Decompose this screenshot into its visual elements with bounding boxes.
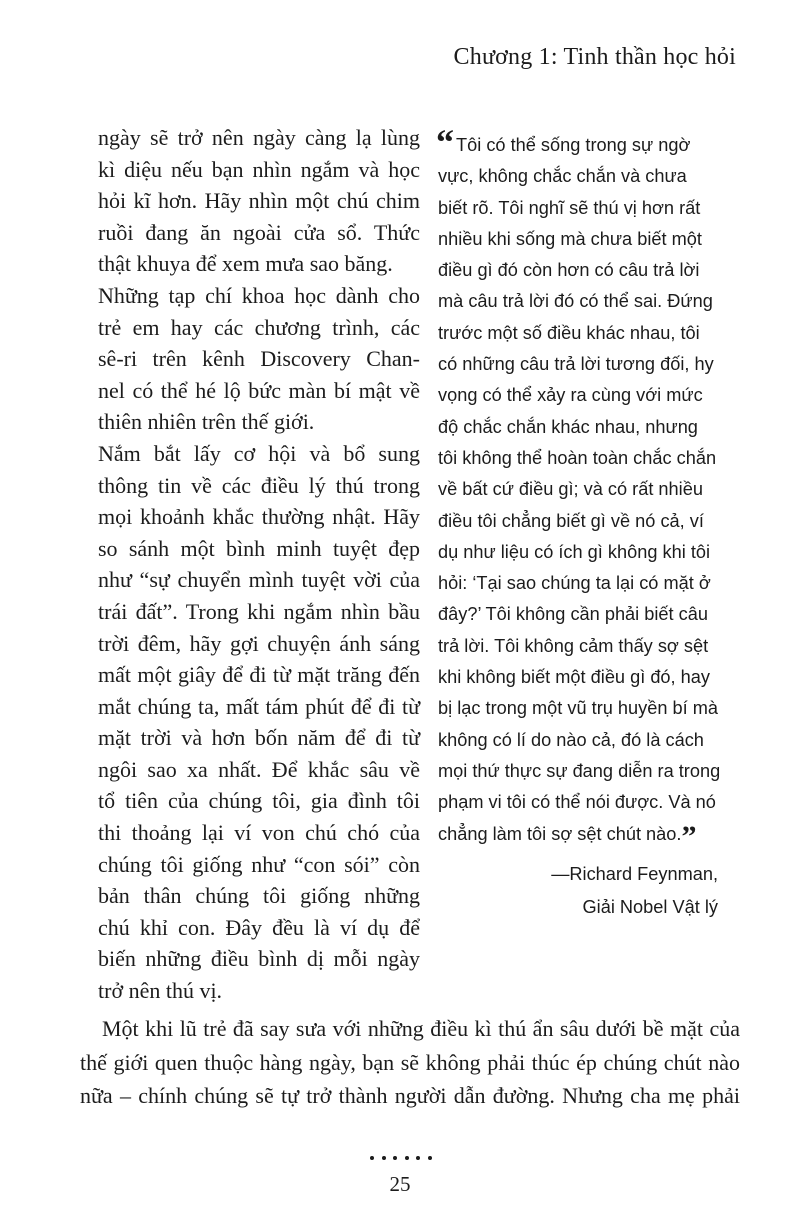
- quote-line: đây?’ Tôi không cần phải biết câu: [438, 604, 708, 625]
- body-text-line: mặt trời và hơn bốn năm để đi từ: [98, 725, 420, 751]
- body-text-line: mất một giây để đi từ mặt trăng đến: [98, 662, 420, 688]
- body-text-line: mắt chúng ta, mất tám phút để đi từ: [98, 693, 420, 719]
- body-text-line: hỏi kĩ hơn. Hãy nhìn một chú chim: [98, 188, 420, 214]
- body-text-line: trái đất”. Trong khi ngắm nhìn bầu: [98, 598, 420, 624]
- ornament-dot: [382, 1156, 386, 1160]
- quote-author: —Richard Feynman,: [551, 864, 718, 884]
- quote-line: nhiều khi sống mà chưa biết một: [438, 228, 702, 249]
- quote-line: dụ như liệu có ích gì không khi tôi: [438, 541, 711, 562]
- open-quote-mark: “: [436, 122, 454, 162]
- ornament-dot: [393, 1156, 397, 1160]
- body-text-line: tổ tiên của chúng tôi, gia đình tôi: [98, 788, 420, 814]
- body-text-line: trời đêm, hãy gợi chuyện ánh sáng: [98, 630, 420, 656]
- quote-line: vực, không chắc chắn và chưa: [438, 166, 687, 187]
- body-text-line: thật khuya để xem mưa sao băng.: [98, 251, 393, 277]
- body-text-line: Một khi lũ trẻ đã say sưa với những điều kì thú ẩn sâu dưới bề mặt của: [102, 1016, 740, 1041]
- quote-line: biết rõ. Tôi nghĩ sẽ thú vị hơn rất: [438, 197, 701, 218]
- quote-line: trước một số điều khác nhau, tôi: [438, 322, 700, 343]
- body-text-line: ngôi sao xa nhất. Để khắc sâu về: [98, 756, 420, 782]
- quote-line: Tôi có thể sống trong sự ngờ: [456, 135, 691, 155]
- feynman-quote: [436, 122, 738, 853]
- body-text-line: như “sự chuyển mình tuyệt vời của: [98, 567, 420, 593]
- body-text-line: Nắm bắt lấy cơ hội và bổ sung: [98, 440, 420, 466]
- quote-line: điều tôi chẳng biết gì về nó cả, ví: [438, 510, 704, 531]
- body-text-line: thế giới quen thuộc hàng ngày, bạn sẽ không phải thúc ép chúng chút nào: [80, 1049, 740, 1075]
- quote-line: về bất cứ điều gì; và có rất nhiều: [438, 479, 703, 500]
- quote-author-note: Giải Nobel Vật lý: [582, 897, 718, 917]
- ornament-dot: [416, 1156, 420, 1160]
- quote-line: hỏi: ‘Tại sao chúng ta lại có mặt ở: [438, 573, 711, 594]
- body-text-line: trẻ em hay các chương trình, các: [98, 314, 420, 340]
- body-text-line: so sánh một bình minh tuyệt đẹp: [98, 535, 420, 561]
- body-text-line: nel có thể hé lộ bức màn bí mật về: [98, 377, 420, 403]
- quote-line: bị lạc trong một vũ trụ huyền bí mà: [438, 698, 719, 719]
- chapter-title: Chương 1: Tinh thần học hỏi: [453, 44, 736, 70]
- body-text-line: ruồi đang ăn ngoài cửa sổ. Thức: [98, 219, 420, 245]
- quote-line: điều gì đó còn hơn có câu trả lời: [438, 260, 700, 281]
- quote-line: vọng có thể xảy ra cùng với mức: [438, 385, 703, 406]
- body-text-line: biến những điều bình dị mỗi ngày: [98, 946, 420, 972]
- quote-line: có những câu trả lời tương đối, hy: [438, 354, 714, 375]
- ornament-dot: [428, 1156, 432, 1160]
- page-number: 25: [389, 1172, 411, 1196]
- quote-line: trả lời. Tôi không cảm thấy sợ sệt: [438, 635, 709, 656]
- ornament-dot: [370, 1156, 374, 1160]
- quote-line: không có lí do nào cả, đó là cách: [438, 729, 704, 750]
- body-text-line: thiên nhiên trên thế giới.: [98, 409, 315, 435]
- page-ornament-dots: [370, 1156, 432, 1160]
- body-text-line: chúng tôi giống như “con sói” còn: [98, 851, 420, 877]
- body-text-line: chú khỉ con. Đây đều là ví dụ để: [98, 914, 420, 940]
- body-text-line: ngày sẽ trở nên ngày càng lạ lùng: [98, 125, 420, 150]
- close-quote-mark: ”: [681, 819, 697, 853]
- body-text-line: bản thân chúng tôi giống những: [98, 883, 420, 909]
- quote-line: độ chắc chắn khác nhau, nhưng: [438, 416, 698, 437]
- quote-attribution: [551, 858, 718, 924]
- ornament-dot: [405, 1156, 409, 1160]
- quote-line: mọi thứ thực sự đang diễn ra trong: [438, 760, 721, 781]
- body-text-line: nữa – chính chúng sẽ tự trở thành người dẫn đường. Nhưng cha mẹ phải: [80, 1083, 740, 1108]
- body-text-line: trở nên thú vị.: [98, 978, 223, 1004]
- body-text-line: thông tin về các điều lý thú trong: [98, 472, 420, 498]
- quote-line: mà câu trả lời đó có thể sai. Đứng: [438, 291, 713, 312]
- quote-line: tôi không thể hoàn toàn chắc chắn: [438, 447, 717, 468]
- body-text-line: sê-ri trên kênh Discovery Chan-: [98, 346, 420, 372]
- quote-line: chẳng làm tôi sợ sệt chút nào.: [438, 823, 682, 844]
- body-text-line: thi thoảng lại ví von chú chó của: [98, 820, 420, 846]
- left-column-text: [98, 122, 420, 1007]
- quote-line: khi không biết một điều gì đó, hay: [438, 667, 710, 688]
- bottom-paragraph: [80, 1012, 740, 1113]
- body-text-line: kì diệu nếu bạn nhìn ngắm và học: [98, 156, 420, 182]
- body-text-line: Những tạp chí khoa học dành cho: [98, 282, 420, 308]
- quote-line: phạm vi tôi có thể nói được. Và nó: [438, 792, 716, 813]
- quote-last-line: [438, 819, 738, 853]
- body-text-line: mọi khoảnh khắc thường nhật. Hãy: [98, 504, 420, 530]
